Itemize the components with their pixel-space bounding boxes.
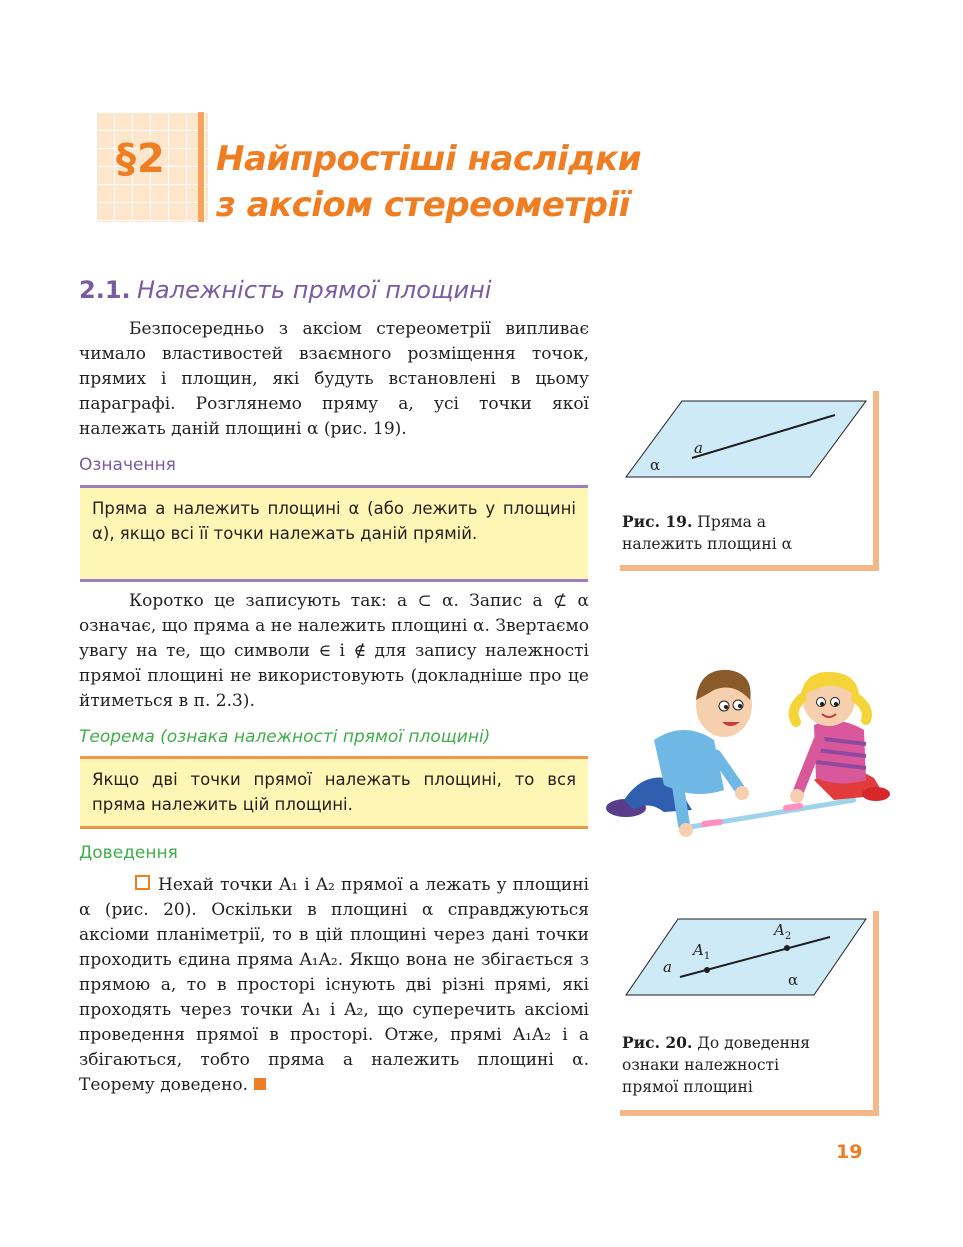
figure-20-caption-line-2: ознаки належності — [622, 1056, 780, 1074]
theorem-box — [80, 756, 588, 829]
proof-end-marker — [254, 1078, 266, 1090]
line-a-label: a — [694, 439, 703, 457]
figure-20-caption-number: Рис. 20. — [622, 1033, 693, 1052]
boy-shirt — [654, 730, 724, 794]
chapter-number: §2 — [116, 136, 166, 182]
point-a2 — [784, 945, 790, 951]
plane-alpha-label: α — [650, 456, 661, 474]
figure-19-caption-number: Рис. 19. — [622, 512, 693, 531]
definition-label: Означення — [79, 455, 176, 475]
figure-20-diagram — [620, 911, 873, 1011]
theorem-label: Теорема (ознака належності прямої площині) — [79, 727, 491, 747]
boy-pupil-right — [738, 704, 742, 708]
chapter-title — [216, 136, 656, 228]
proof-label: Доведення — [79, 843, 178, 863]
chalk-mark-pink-left — [704, 822, 720, 824]
girl-pupil-left — [820, 702, 824, 706]
boy-hand-right — [735, 786, 749, 800]
plane-alpha-shape — [626, 401, 866, 477]
girl-pupil-right — [834, 702, 838, 706]
section-title: Належність прямої площині — [137, 276, 492, 304]
definition-box — [80, 485, 588, 582]
proof-start-marker — [135, 875, 150, 890]
point-a2-label: $A_2$ — [774, 921, 792, 942]
page-number: 19 — [836, 1141, 863, 1163]
chapter-title-line-2: з аксіом стереометрії — [216, 185, 630, 225]
figure-20-caption — [622, 1032, 862, 1098]
point-a1 — [704, 967, 710, 973]
proof-paragraph — [79, 873, 589, 1098]
plane-alpha-shape — [626, 919, 866, 995]
girl-hand — [790, 789, 804, 803]
girl-pigtail-left — [794, 698, 802, 722]
figure-19-diagram — [620, 391, 873, 491]
figure-19-caption-text: Пряма a — [697, 513, 766, 531]
section-number: 2.1. — [79, 276, 131, 304]
figure-19-caption — [622, 511, 862, 555]
intro-paragraph: Безпосередньо з аксіом стереометрії випливає чимало властивостей взаємного розміщення точок, прямих і площин, які будуть встановлені в цьому параграфі. Розглянемо пряму a, усі точки якої належать даній площині α (рис. 19). — [79, 319, 589, 439]
line-a-label: a — [663, 958, 672, 976]
boy-pupil-left — [724, 705, 728, 709]
boy-hand — [679, 823, 693, 837]
chapter-title-line-1: Найпростіші наслідки — [216, 139, 642, 179]
notation-paragraph: Коротко це записують так: a ⊂ α. Запис a ⊄ α означає, що пряма a не належить площині α. Звертаємо увагу на те, що символи ∈ і ∉ для запису належності прямої площині не використовують (докладніше про це йтиметься в п. 2.3). — [79, 591, 589, 711]
theorem-text: Якщо дві точки прямої належать площині, то вся пряма належить цій площині. — [92, 770, 576, 814]
figure-20-caption-line-3: прямої площині — [622, 1078, 753, 1096]
girl-shoe — [862, 787, 890, 801]
chalk-mark-pink-right — [786, 806, 800, 808]
girl-pigtail-right — [856, 698, 867, 720]
plane-alpha-label: α — [788, 971, 799, 989]
figure-20-caption-text: До доведення — [697, 1034, 811, 1052]
children-illustration — [604, 660, 894, 840]
proof-text: Нехай точки A₁ і A₂ прямої a лежать у площині α (рис. 20). Оскільки в площині α справджуються аксіоми планіметрії, то в цій площині через дані точки проходить єдина пряма A₁A₂. Якщо вона не збігається з прямою a, то в просторі існують дві різні прямі, які проходять через точки A₁ і A₂, що суперечить аксіомі проведення прямої в просторі. Отже, прямі A₁A₂ і a збігаються, тобто пряма a належить площині α. Теорему доведено. — [79, 875, 589, 1095]
definition-text: Пряма a належить площині α (або лежить у площині α), якщо всі її точки належать даній прямій. — [92, 499, 576, 543]
point-a1-label: $A_1$ — [693, 941, 711, 962]
chapter-accent-bar — [198, 112, 204, 222]
figure-19-caption-line-2: належить площині α — [622, 535, 793, 553]
